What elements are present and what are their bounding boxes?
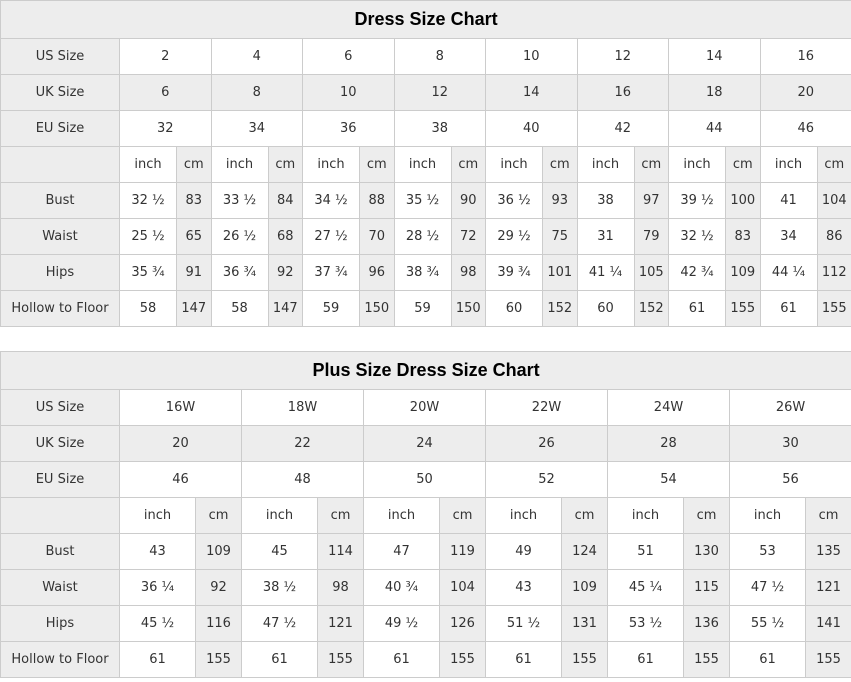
row-label: EU Size <box>1 111 120 147</box>
unit-row-label <box>1 147 120 183</box>
unit-cm-cell: cm <box>726 147 761 183</box>
inch-value-cell: 35 ¾ <box>120 255 177 291</box>
inch-value-cell: 60 <box>577 291 634 327</box>
cm-value-cell: 141 <box>806 606 851 642</box>
cm-value-cell: 96 <box>360 255 395 291</box>
cm-value-cell: 72 <box>451 219 486 255</box>
inch-value-cell: 53 <box>730 534 806 570</box>
cm-value-cell: 91 <box>177 255 212 291</box>
size-value-cell: 46 <box>760 111 851 147</box>
row-label: Hips <box>1 255 120 291</box>
inch-value-cell: 29 ½ <box>486 219 543 255</box>
size-value-cell: 10 <box>303 75 395 111</box>
inch-value-cell: 38 ½ <box>242 570 318 606</box>
measurement-row <box>1 534 851 570</box>
inch-value-cell: 61 <box>608 642 684 678</box>
inch-value-cell: 42 ¾ <box>669 255 726 291</box>
inch-value-cell: 43 <box>120 534 196 570</box>
unit-cm-cell: cm <box>634 147 669 183</box>
row-label: UK Size <box>1 75 120 111</box>
inch-value-cell: 49 ½ <box>364 606 440 642</box>
inch-value-cell: 38 <box>577 183 634 219</box>
cm-value-cell: 130 <box>684 534 730 570</box>
inch-value-cell: 26 ½ <box>211 219 268 255</box>
inch-value-cell: 55 ½ <box>730 606 806 642</box>
unit-inch-cell: inch <box>608 498 684 534</box>
size-value-cell: 44 <box>669 111 761 147</box>
size-value-cell: 14 <box>486 75 578 111</box>
size-value-cell: 8 <box>211 75 303 111</box>
size-row <box>1 39 851 75</box>
cm-value-cell: 155 <box>562 642 608 678</box>
inch-value-cell: 59 <box>303 291 360 327</box>
unit-row <box>1 498 851 534</box>
unit-cm-cell: cm <box>268 147 303 183</box>
cm-value-cell: 90 <box>451 183 486 219</box>
inch-value-cell: 36 ¼ <box>120 570 196 606</box>
size-value-cell: 24 <box>364 426 486 462</box>
cm-value-cell: 105 <box>634 255 669 291</box>
inch-value-cell: 58 <box>211 291 268 327</box>
size-value-cell: 48 <box>242 462 364 498</box>
unit-cm-cell: cm <box>806 498 851 534</box>
size-value-cell: 22W <box>486 390 608 426</box>
cm-value-cell: 98 <box>451 255 486 291</box>
measurement-row <box>1 255 851 291</box>
inch-value-cell: 34 ½ <box>303 183 360 219</box>
size-value-cell: 54 <box>608 462 730 498</box>
measurement-row <box>1 642 851 678</box>
dress-size-chart-table <box>0 0 851 327</box>
cm-value-cell: 83 <box>726 219 761 255</box>
cm-value-cell: 88 <box>360 183 395 219</box>
size-value-cell: 42 <box>577 111 669 147</box>
row-label: Bust <box>1 183 120 219</box>
inch-value-cell: 39 ¾ <box>486 255 543 291</box>
inch-value-cell: 43 <box>486 570 562 606</box>
row-label: UK Size <box>1 426 120 462</box>
cm-value-cell: 68 <box>268 219 303 255</box>
cm-value-cell: 147 <box>268 291 303 327</box>
inch-value-cell: 32 ½ <box>669 219 726 255</box>
inch-value-cell: 58 <box>120 291 177 327</box>
inch-value-cell: 47 ½ <box>730 570 806 606</box>
size-value-cell: 2 <box>120 39 212 75</box>
size-value-cell: 18 <box>669 75 761 111</box>
row-label: Hollow to Floor <box>1 642 120 678</box>
row-label: US Size <box>1 390 120 426</box>
cm-value-cell: 79 <box>634 219 669 255</box>
cm-value-cell: 104 <box>817 183 851 219</box>
measurement-row <box>1 291 851 327</box>
cm-value-cell: 121 <box>806 570 851 606</box>
size-value-cell: 24W <box>608 390 730 426</box>
inch-value-cell: 53 ½ <box>608 606 684 642</box>
size-value-cell: 20 <box>120 426 242 462</box>
cm-value-cell: 155 <box>684 642 730 678</box>
row-label: US Size <box>1 39 120 75</box>
unit-inch-cell: inch <box>211 147 268 183</box>
measurement-row <box>1 183 851 219</box>
unit-inch-cell: inch <box>120 498 196 534</box>
table-title-row <box>1 352 851 390</box>
cm-value-cell: 98 <box>318 570 364 606</box>
cm-value-cell: 109 <box>726 255 761 291</box>
cm-value-cell: 104 <box>440 570 486 606</box>
size-value-cell: 32 <box>120 111 212 147</box>
inch-value-cell: 61 <box>364 642 440 678</box>
cm-value-cell: 116 <box>196 606 242 642</box>
cm-value-cell: 119 <box>440 534 486 570</box>
inch-value-cell: 61 <box>242 642 318 678</box>
measurement-row <box>1 606 851 642</box>
size-value-cell: 8 <box>394 39 486 75</box>
size-value-cell: 12 <box>577 39 669 75</box>
inch-value-cell: 31 <box>577 219 634 255</box>
cm-value-cell: 83 <box>177 183 212 219</box>
inch-value-cell: 25 ½ <box>120 219 177 255</box>
size-row <box>1 426 851 462</box>
inch-value-cell: 37 ¾ <box>303 255 360 291</box>
cm-value-cell: 152 <box>634 291 669 327</box>
cm-value-cell: 152 <box>543 291 578 327</box>
size-value-cell: 26 <box>486 426 608 462</box>
unit-inch-cell: inch <box>760 147 817 183</box>
inch-value-cell: 51 <box>608 534 684 570</box>
unit-cm-cell: cm <box>817 147 851 183</box>
measurement-row <box>1 219 851 255</box>
cm-value-cell: 112 <box>817 255 851 291</box>
cm-value-cell: 75 <box>543 219 578 255</box>
size-value-cell: 18W <box>242 390 364 426</box>
inch-value-cell: 27 ½ <box>303 219 360 255</box>
size-value-cell: 56 <box>730 462 851 498</box>
row-label: EU Size <box>1 462 120 498</box>
size-value-cell: 38 <box>394 111 486 147</box>
row-label: Hips <box>1 606 120 642</box>
cm-value-cell: 155 <box>440 642 486 678</box>
plus-size-dress-size-chart-table <box>0 351 851 678</box>
inch-value-cell: 40 ¾ <box>364 570 440 606</box>
unit-row-label <box>1 498 120 534</box>
measurement-row <box>1 570 851 606</box>
size-value-cell: 26W <box>730 390 851 426</box>
inch-value-cell: 47 <box>364 534 440 570</box>
cm-value-cell: 97 <box>634 183 669 219</box>
cm-value-cell: 84 <box>268 183 303 219</box>
cm-value-cell: 121 <box>318 606 364 642</box>
unit-inch-cell: inch <box>669 147 726 183</box>
unit-cm-cell: cm <box>360 147 395 183</box>
cm-value-cell: 92 <box>268 255 303 291</box>
size-value-cell: 30 <box>730 426 851 462</box>
row-label: Bust <box>1 534 120 570</box>
inch-value-cell: 49 <box>486 534 562 570</box>
size-value-cell: 16 <box>760 39 851 75</box>
inch-value-cell: 45 ¼ <box>608 570 684 606</box>
inch-value-cell: 59 <box>394 291 451 327</box>
unit-inch-cell: inch <box>730 498 806 534</box>
unit-inch-cell: inch <box>577 147 634 183</box>
cm-value-cell: 100 <box>726 183 761 219</box>
row-label: Waist <box>1 570 120 606</box>
inch-value-cell: 45 <box>242 534 318 570</box>
cm-value-cell: 109 <box>196 534 242 570</box>
size-value-cell: 16W <box>120 390 242 426</box>
unit-cm-cell: cm <box>543 147 578 183</box>
size-value-cell: 6 <box>120 75 212 111</box>
inch-value-cell: 61 <box>760 291 817 327</box>
unit-cm-cell: cm <box>451 147 486 183</box>
inch-value-cell: 36 ¾ <box>211 255 268 291</box>
inch-value-cell: 45 ½ <box>120 606 196 642</box>
row-label: Hollow to Floor <box>1 291 120 327</box>
row-label: Waist <box>1 219 120 255</box>
size-value-cell: 34 <box>211 111 303 147</box>
size-value-cell: 14 <box>669 39 761 75</box>
cm-value-cell: 147 <box>177 291 212 327</box>
inch-value-cell: 39 ½ <box>669 183 726 219</box>
cm-value-cell: 150 <box>451 291 486 327</box>
inch-value-cell: 61 <box>730 642 806 678</box>
inch-value-cell: 28 ½ <box>394 219 451 255</box>
size-row <box>1 390 851 426</box>
size-value-cell: 4 <box>211 39 303 75</box>
unit-inch-cell: inch <box>486 498 562 534</box>
size-row <box>1 111 851 147</box>
inch-value-cell: 51 ½ <box>486 606 562 642</box>
unit-inch-cell: inch <box>394 147 451 183</box>
inch-value-cell: 41 <box>760 183 817 219</box>
cm-value-cell: 109 <box>562 570 608 606</box>
size-value-cell: 12 <box>394 75 486 111</box>
cm-value-cell: 155 <box>726 291 761 327</box>
unit-cm-cell: cm <box>684 498 730 534</box>
unit-row <box>1 147 851 183</box>
cm-value-cell: 155 <box>806 642 851 678</box>
inch-value-cell: 32 ½ <box>120 183 177 219</box>
cm-value-cell: 101 <box>543 255 578 291</box>
size-value-cell: 22 <box>242 426 364 462</box>
inch-value-cell: 47 ½ <box>242 606 318 642</box>
inch-value-cell: 35 ½ <box>394 183 451 219</box>
cm-value-cell: 65 <box>177 219 212 255</box>
cm-value-cell: 155 <box>318 642 364 678</box>
unit-inch-cell: inch <box>242 498 318 534</box>
inch-value-cell: 61 <box>120 642 196 678</box>
unit-cm-cell: cm <box>196 498 242 534</box>
inch-value-cell: 61 <box>669 291 726 327</box>
unit-cm-cell: cm <box>177 147 212 183</box>
cm-value-cell: 124 <box>562 534 608 570</box>
size-value-cell: 50 <box>364 462 486 498</box>
unit-cm-cell: cm <box>440 498 486 534</box>
inch-value-cell: 44 ¼ <box>760 255 817 291</box>
cm-value-cell: 114 <box>318 534 364 570</box>
inch-value-cell: 34 <box>760 219 817 255</box>
cm-value-cell: 126 <box>440 606 486 642</box>
inch-value-cell: 36 ½ <box>486 183 543 219</box>
cm-value-cell: 86 <box>817 219 851 255</box>
size-value-cell: 20W <box>364 390 486 426</box>
size-value-cell: 40 <box>486 111 578 147</box>
size-row <box>1 462 851 498</box>
table-title-row <box>1 1 851 39</box>
unit-inch-cell: inch <box>364 498 440 534</box>
cm-value-cell: 136 <box>684 606 730 642</box>
size-value-cell: 10 <box>486 39 578 75</box>
table-gap <box>0 327 851 351</box>
cm-value-cell: 92 <box>196 570 242 606</box>
table-title: Plus Size Dress Size Chart <box>1 352 851 390</box>
inch-value-cell: 41 ¼ <box>577 255 634 291</box>
unit-inch-cell: inch <box>486 147 543 183</box>
size-value-cell: 28 <box>608 426 730 462</box>
cm-value-cell: 135 <box>806 534 851 570</box>
cm-value-cell: 150 <box>360 291 395 327</box>
unit-cm-cell: cm <box>562 498 608 534</box>
size-value-cell: 36 <box>303 111 395 147</box>
cm-value-cell: 115 <box>684 570 730 606</box>
size-value-cell: 20 <box>760 75 851 111</box>
inch-value-cell: 33 ½ <box>211 183 268 219</box>
cm-value-cell: 131 <box>562 606 608 642</box>
size-row <box>1 75 851 111</box>
cm-value-cell: 155 <box>817 291 851 327</box>
unit-inch-cell: inch <box>303 147 360 183</box>
table-title: Dress Size Chart <box>1 1 851 39</box>
unit-cm-cell: cm <box>318 498 364 534</box>
unit-inch-cell: inch <box>120 147 177 183</box>
size-value-cell: 46 <box>120 462 242 498</box>
cm-value-cell: 70 <box>360 219 395 255</box>
inch-value-cell: 38 ¾ <box>394 255 451 291</box>
cm-value-cell: 93 <box>543 183 578 219</box>
inch-value-cell: 60 <box>486 291 543 327</box>
cm-value-cell: 155 <box>196 642 242 678</box>
inch-value-cell: 61 <box>486 642 562 678</box>
size-value-cell: 52 <box>486 462 608 498</box>
size-value-cell: 6 <box>303 39 395 75</box>
size-value-cell: 16 <box>577 75 669 111</box>
